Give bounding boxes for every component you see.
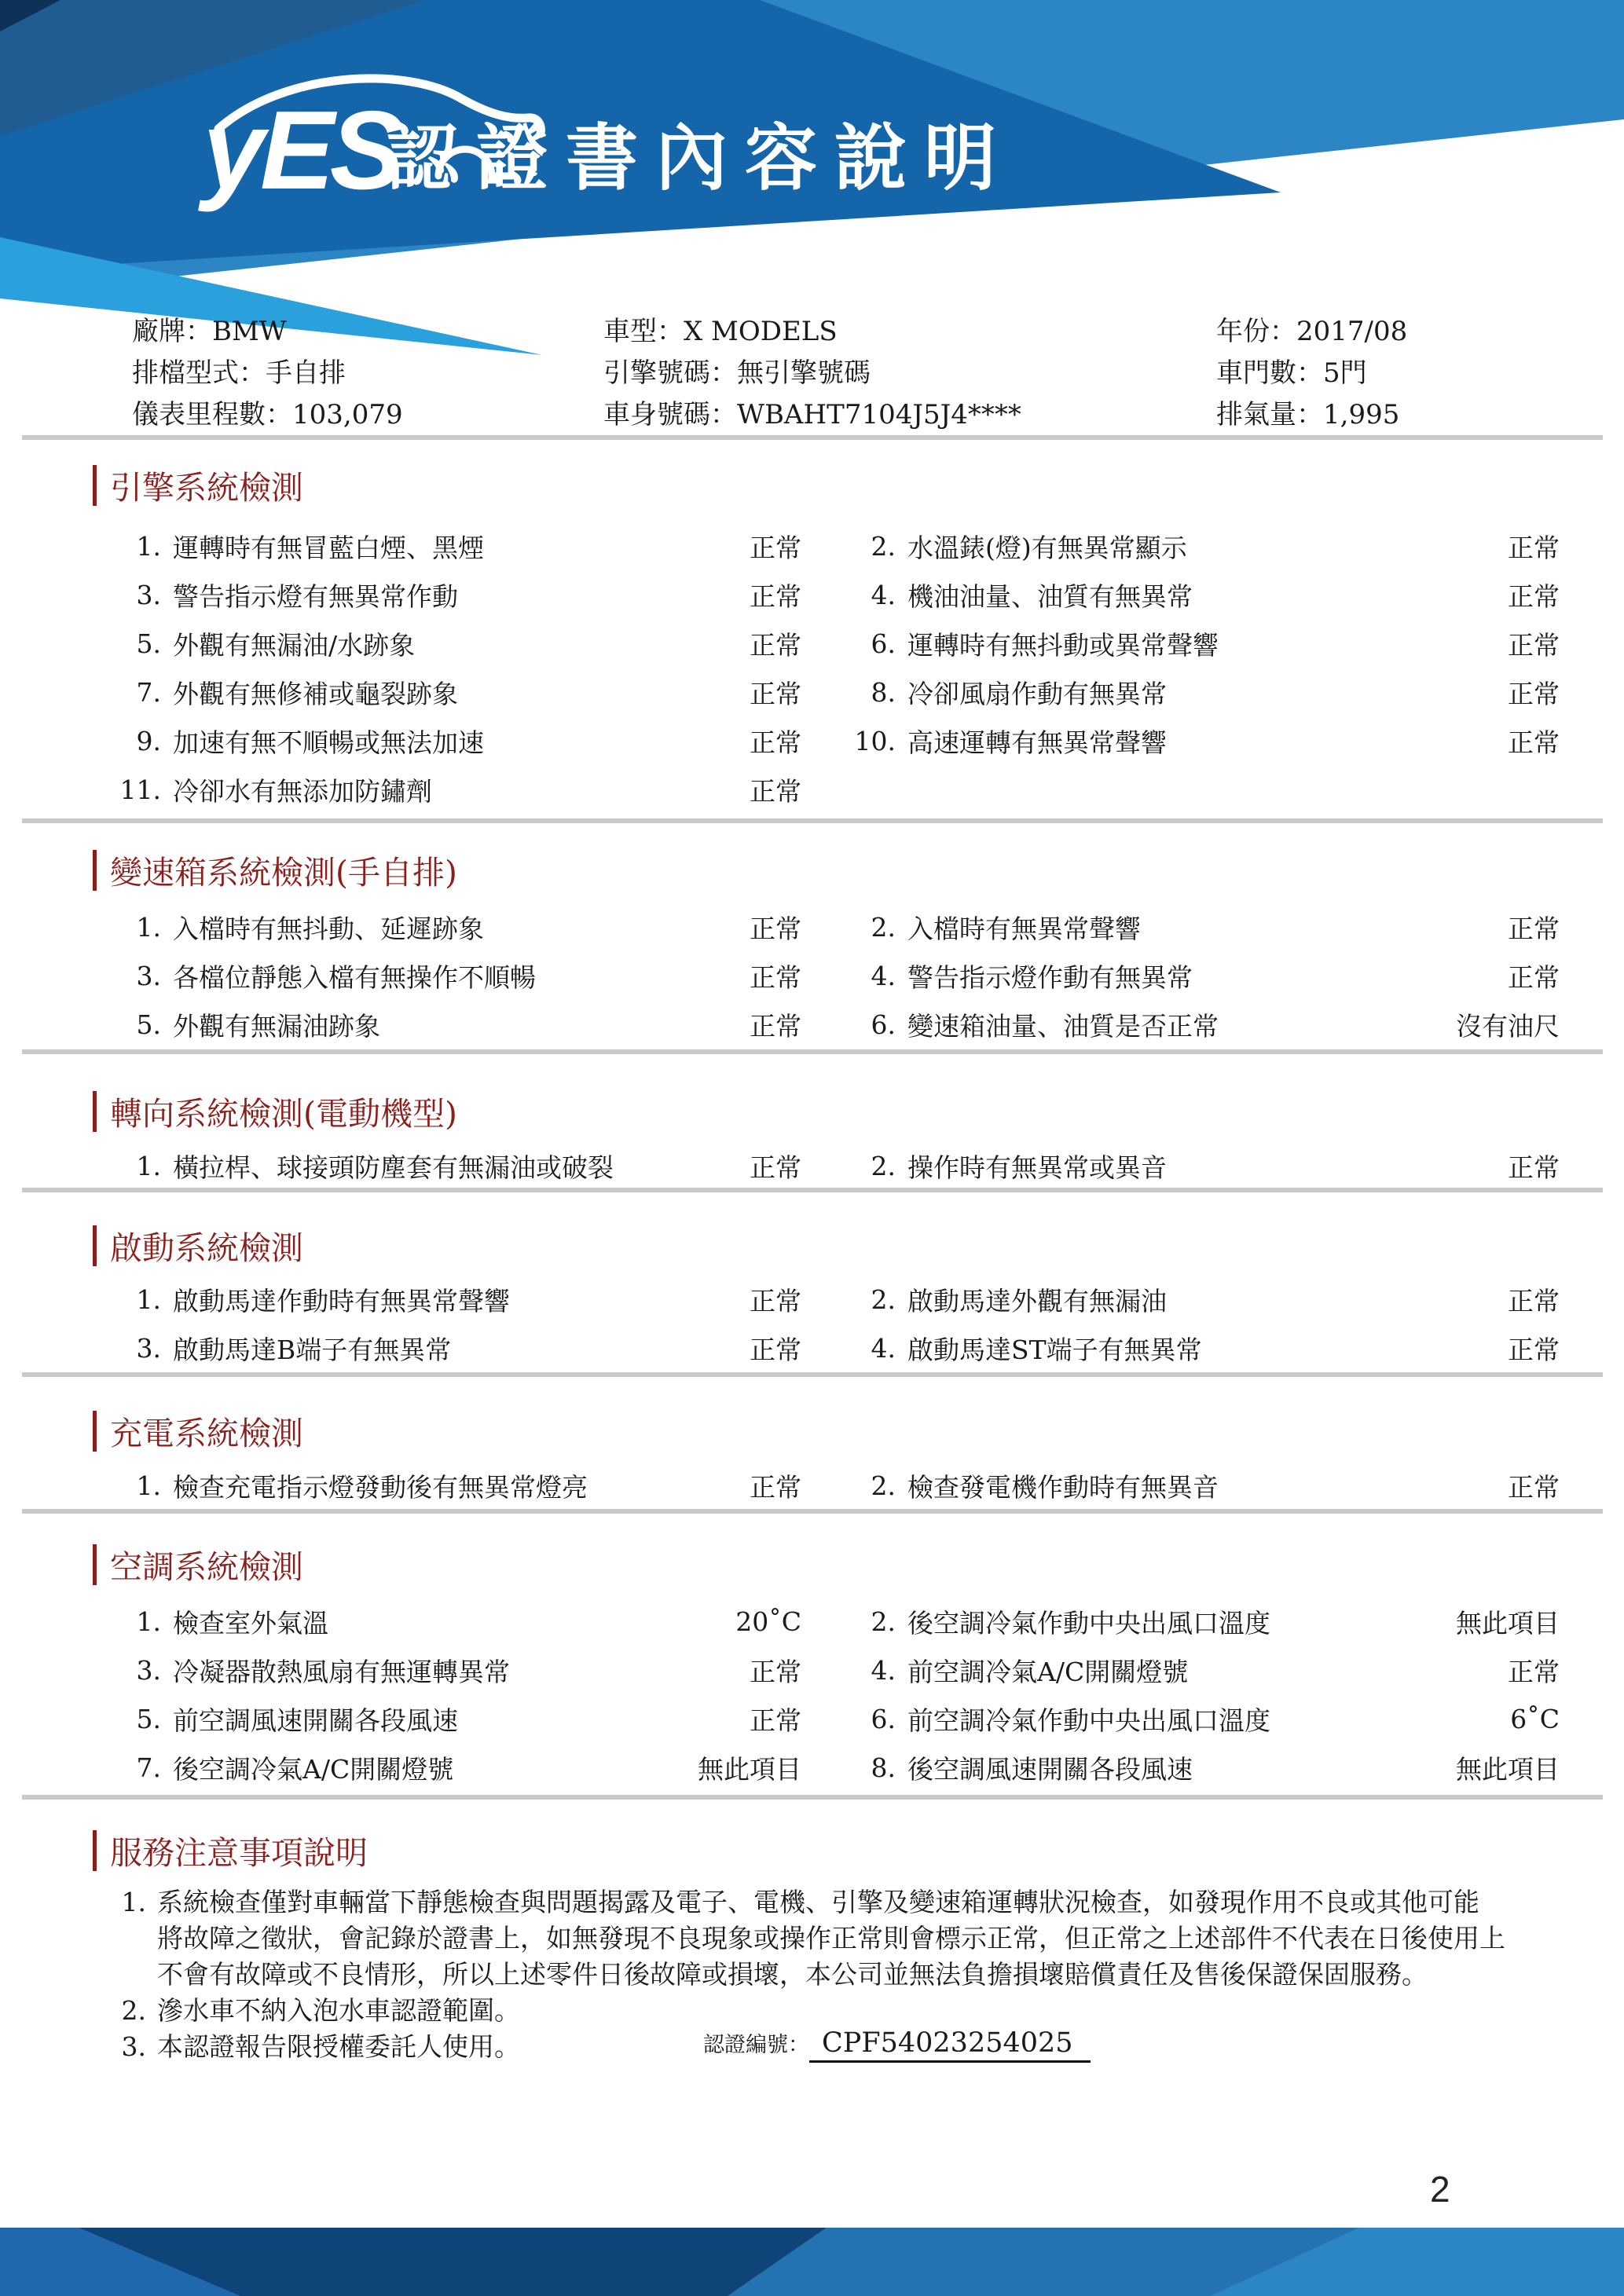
item-result: 正常 <box>750 629 801 661</box>
item-result: 正常 <box>1508 961 1560 993</box>
item-result: 正常 <box>750 1656 801 1687</box>
item-result: 正常 <box>1508 629 1560 661</box>
item-result: 正常 <box>750 913 801 944</box>
item-text: 啟動馬達B端子有無異常 <box>173 1334 452 1365</box>
info-field: 年份：2017/08 <box>1216 316 1408 347</box>
item-result: 正常 <box>1508 678 1560 709</box>
section-title-text: 空調系統檢測 <box>110 1548 303 1586</box>
item-text: 前空調風速開關各段風速 <box>173 1705 458 1736</box>
yes-logo-text: yES <box>203 88 400 213</box>
item-text: 檢查充電指示燈發動後有無異常燈亮 <box>173 1471 588 1503</box>
inspection-item <box>0 1604 812 1639</box>
item-text: 冷凝器散熱風扇有無運轉異常 <box>173 1656 510 1687</box>
inspection-item <box>0 1282 812 1316</box>
item-result: 正常 <box>1508 1656 1560 1687</box>
item-text: 操作時有無異常或異音 <box>907 1152 1167 1183</box>
item-text: 運轉時有無抖動或異常聲響 <box>907 629 1219 661</box>
item-result: 無此項目 <box>1456 1607 1560 1639</box>
item-number: 2. <box>871 1606 896 1637</box>
item-result: 20˚C <box>735 1606 801 1637</box>
item-result: 正常 <box>1508 1285 1560 1316</box>
note-line: 不會有故障或不良情形，所以上述零件日後故障或損壞，本公司並無法負擔損壞賠償責任及售後保證保固服務。 <box>157 1959 1428 1990</box>
note-number: 1. <box>121 1887 146 1917</box>
inspection-item <box>0 958 812 993</box>
inspection-item <box>812 958 1624 993</box>
item-number: 2. <box>871 1283 896 1315</box>
item-result: 正常 <box>750 961 801 993</box>
inspection-item <box>812 675 1624 709</box>
item-number: 5. <box>136 628 161 659</box>
item-text: 水溫錶(燈)有無異常顯示 <box>907 532 1187 563</box>
inspection-item <box>812 1148 1624 1183</box>
item-result: 正常 <box>750 1334 801 1365</box>
info-field: 引擎號碼：無引擎號碼 <box>603 357 871 389</box>
item-text: 啟動馬達ST端子有無異常 <box>907 1334 1202 1365</box>
note-number: 3. <box>121 2031 146 2062</box>
inspection-item <box>812 910 1624 944</box>
inspection-item <box>0 577 812 612</box>
item-text: 冷卻風扇作動有無異常 <box>907 678 1167 709</box>
certificate-number-label: 認證編號： <box>703 2033 809 2057</box>
section-title-text: 變速箱系統檢測(手自排) <box>110 854 457 892</box>
inspection-item <box>812 1282 1624 1316</box>
section-marker <box>93 1830 97 1871</box>
item-result: 正常 <box>1508 1471 1560 1503</box>
item-number: 2. <box>871 911 896 943</box>
section-title <box>93 847 457 893</box>
note-line: 本認證報告限授權委託人使用。 <box>157 2031 520 2062</box>
note-text <box>157 1993 520 2029</box>
section-divider <box>22 435 1603 440</box>
item-text: 高速運轉有無異常聲響 <box>907 727 1167 758</box>
certificate-number-value: CPF54023254025 <box>809 2027 1091 2063</box>
info-field: 排氣量：1,995 <box>1216 399 1400 430</box>
section-title-text: 充電系統檢測 <box>110 1415 303 1452</box>
item-number: 3. <box>136 960 161 991</box>
item-text: 檢查室外氣溫 <box>173 1607 328 1639</box>
note-item <box>110 1993 1532 2029</box>
item-number: 4. <box>871 1332 896 1364</box>
item-result: 正常 <box>750 1285 801 1316</box>
item-number: 4. <box>871 579 896 610</box>
item-result: 正常 <box>1508 532 1560 563</box>
item-number: 6. <box>871 1703 896 1734</box>
item-number: 1. <box>136 1283 161 1315</box>
page-title: 認證書內容說明 <box>387 119 1014 199</box>
item-result: 沒有油尺 <box>1456 1010 1560 1042</box>
inspection-item <box>812 529 1624 563</box>
item-text: 外觀有無漏油跡象 <box>173 1010 380 1042</box>
item-result: 正常 <box>750 775 801 807</box>
item-number: 9. <box>136 725 161 756</box>
item-result: 正常 <box>1508 1152 1560 1183</box>
section-title <box>93 1222 303 1269</box>
item-number: 3. <box>136 1332 161 1364</box>
item-number: 2. <box>871 1470 896 1501</box>
item-text: 警告指示燈作動有無異常 <box>907 961 1193 993</box>
inspection-item <box>0 772 812 807</box>
inspection-item <box>812 1468 1624 1503</box>
section-divider <box>22 1795 1603 1800</box>
info-field: 車門數：5門 <box>1216 357 1367 389</box>
item-number: 8. <box>871 1752 896 1783</box>
inspection-item <box>812 1007 1624 1042</box>
item-number: 2. <box>871 530 896 562</box>
section-divider <box>22 1049 1603 1054</box>
section-marker <box>93 1091 97 1132</box>
inspection-item <box>0 910 812 944</box>
inspection-item <box>0 1750 812 1785</box>
item-text: 外觀有無漏油/水跡象 <box>173 629 416 661</box>
inspection-item <box>0 1701 812 1736</box>
item-number: 5. <box>136 1009 161 1040</box>
section-marker <box>93 465 97 506</box>
section-divider <box>22 1188 1603 1192</box>
item-text: 警告指示燈有無異常作動 <box>173 580 458 612</box>
item-text: 加速有無不順暢或無法加速 <box>173 727 484 758</box>
inspection-item <box>812 577 1624 612</box>
inspection-item <box>812 1701 1624 1736</box>
section-divider <box>22 1509 1603 1514</box>
item-text: 外觀有無修補或龜裂跡象 <box>173 678 458 709</box>
item-result: 無此項目 <box>1456 1753 1560 1785</box>
inspection-item <box>0 1007 812 1042</box>
item-result: 正常 <box>1508 1334 1560 1365</box>
item-result: 正常 <box>750 580 801 612</box>
item-number: 7. <box>136 1752 161 1783</box>
item-number: 3. <box>136 579 161 610</box>
item-number: 3. <box>136 1654 161 1686</box>
note-number: 2. <box>121 1995 146 2026</box>
item-text: 運轉時有無冒藍白煙、黑煙 <box>173 532 484 563</box>
item-text: 後空調冷氣作動中央出風口溫度 <box>907 1607 1270 1639</box>
info-field: 車身號碼：WBAHT7104J5J4**** <box>603 399 1021 430</box>
item-number: 1. <box>136 1606 161 1637</box>
inspection-item <box>812 1331 1624 1365</box>
section-title <box>93 462 303 508</box>
item-text: 變速箱油量、油質是否正常 <box>907 1010 1219 1042</box>
item-result: 正常 <box>1508 580 1560 612</box>
item-text: 後空調風速開關各段風速 <box>907 1753 1193 1785</box>
note-item <box>110 2029 1532 2065</box>
note-item <box>110 1884 1532 1993</box>
item-text: 啟動馬達作動時有無異常聲響 <box>173 1285 510 1316</box>
item-text: 各檔位靜態入檔有無操作不順暢 <box>173 961 536 993</box>
item-number: 7. <box>136 676 161 708</box>
item-result: 無此項目 <box>698 1753 801 1785</box>
item-result: 正常 <box>750 1471 801 1503</box>
inspection-item <box>812 1750 1624 1785</box>
item-text: 檢查發電機作動時有無異音 <box>907 1471 1219 1503</box>
inspection-item <box>812 1604 1624 1639</box>
section-title <box>93 1827 368 1873</box>
inspection-item <box>0 1148 812 1183</box>
item-number: 8. <box>871 676 896 708</box>
note-text <box>157 1884 1505 1993</box>
item-text: 橫拉桿、球接頭防塵套有無漏油或破裂 <box>173 1152 614 1183</box>
item-number: 1. <box>136 911 161 943</box>
inspection-item <box>812 1653 1624 1687</box>
item-result: 正常 <box>1508 913 1560 944</box>
item-text: 入檔時有無異常聲響 <box>907 913 1141 944</box>
item-result: 正常 <box>750 678 801 709</box>
item-result: 6˚C <box>1510 1703 1560 1734</box>
item-text: 入檔時有無抖動、延遲跡象 <box>173 913 484 944</box>
section-title-text: 啟動系統檢測 <box>110 1229 303 1267</box>
item-number: 1. <box>136 1150 161 1181</box>
inspection-item <box>0 529 812 563</box>
page-number: 2 <box>1430 2169 1450 2210</box>
footer-band <box>0 2228 1624 2296</box>
item-number: 1. <box>136 1470 161 1501</box>
item-number: 6. <box>871 628 896 659</box>
item-text: 機油油量、油質有無異常 <box>907 580 1193 612</box>
section-marker <box>93 1544 97 1585</box>
section-title <box>93 1408 303 1454</box>
item-text: 後空調冷氣A/C開關燈號 <box>173 1753 454 1785</box>
inspection-item <box>0 626 812 661</box>
item-text: 冷卻水有無添加防鏽劑 <box>173 775 432 807</box>
item-number: 5. <box>136 1703 161 1734</box>
item-number: 6. <box>871 1009 896 1040</box>
item-result: 正常 <box>750 1705 801 1736</box>
info-field: 車型：X MODELS <box>603 316 838 347</box>
inspection-item <box>0 1653 812 1687</box>
inspection-item <box>0 1331 812 1365</box>
section-divider <box>22 1372 1603 1377</box>
section-divider <box>22 818 1603 823</box>
inspection-item <box>0 675 812 709</box>
section-title-text: 引擎系統檢測 <box>110 469 303 507</box>
section-marker <box>93 1411 97 1452</box>
note-line: 滲水車不納入泡水車認證範圍。 <box>157 1995 520 2026</box>
note-line: 將故障之徵狀，會記錄於證書上，如無發現不良現象或操作正常則會標示正常，但正常之上述部件不代表在日後使用上 <box>157 1923 1505 1954</box>
item-result: 正常 <box>750 1152 801 1183</box>
note-text <box>157 2029 520 2065</box>
inspection-item <box>812 723 1624 758</box>
item-result: 正常 <box>1508 727 1560 758</box>
item-number: 10. <box>854 725 896 756</box>
inspection-item <box>0 1468 812 1503</box>
section-title-text: 轉向系統檢測(電動機型) <box>110 1095 457 1133</box>
item-result: 正常 <box>750 532 801 563</box>
item-text: 啟動馬達外觀有無漏油 <box>907 1285 1167 1316</box>
section-title-text: 服務注意事項說明 <box>110 1834 368 1872</box>
item-result: 正常 <box>750 727 801 758</box>
section-title <box>93 1088 457 1134</box>
section-marker <box>93 850 97 891</box>
info-field: 儀表里程數：103,079 <box>132 399 403 430</box>
inspection-item <box>0 723 812 758</box>
item-text: 前空調冷氣A/C開關燈號 <box>907 1656 1189 1687</box>
item-number: 4. <box>871 1654 896 1686</box>
info-field: 排檔型式：手自排 <box>132 357 346 389</box>
inspection-item <box>812 626 1624 661</box>
item-number: 11. <box>119 774 161 805</box>
section-title <box>93 1541 303 1587</box>
item-result: 正常 <box>750 1010 801 1042</box>
item-number: 2. <box>871 1150 896 1181</box>
info-field: 廠牌：BMW <box>132 316 287 347</box>
service-notes <box>110 1884 1532 2065</box>
section-marker <box>93 1225 97 1266</box>
item-number: 4. <box>871 960 896 991</box>
item-text: 前空調冷氣作動中央出風口溫度 <box>907 1705 1270 1736</box>
note-line: 系統檢查僅對車輛當下靜態檢查與問題揭露及電子、電機、引擎及變速箱運轉狀況檢查，如發現作用不良或其他可能 <box>157 1887 1479 1917</box>
item-number: 1. <box>136 530 161 562</box>
